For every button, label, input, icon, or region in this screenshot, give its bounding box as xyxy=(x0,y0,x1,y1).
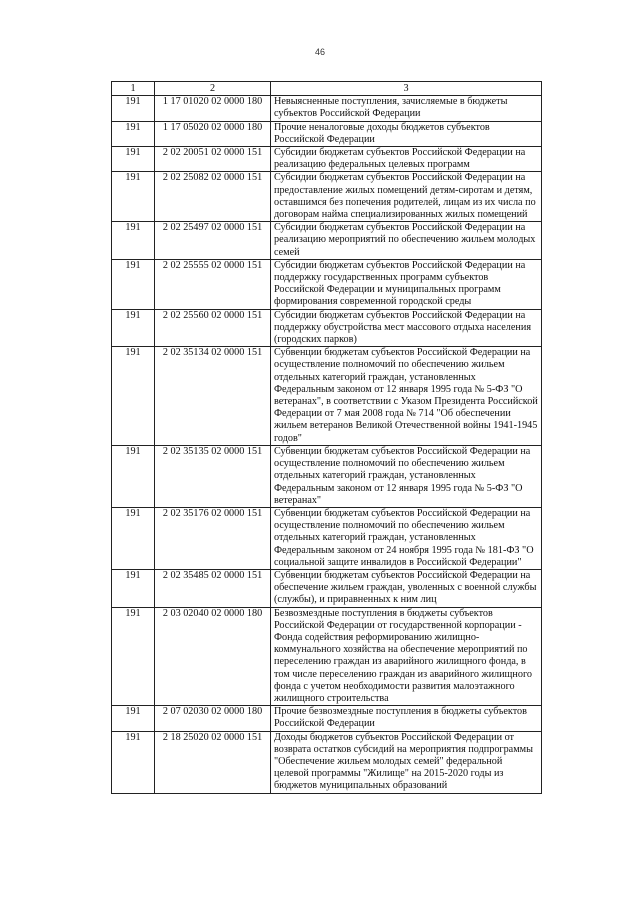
revenue-name-cell: Субвенции бюджетам субъектов Российской Федерации на осуществление полномочий по обеспечению жильем отдельных категорий граждан, установленных Федеральным законом от 12 января 1995 года № 5-ФЗ "О ветеранах", в соответствии с Указом Президента Российской Федерации от 7 мая 2008 года № 714 "Об обеспечении жильем ветеранов Великой Отечественной войны 1941-1945 годов" xyxy=(271,347,542,446)
admin-code-cell: 191 xyxy=(112,347,155,446)
admin-code-cell: 191 xyxy=(112,731,155,793)
admin-code-cell: 191 xyxy=(112,607,155,706)
table-row xyxy=(112,706,542,731)
budget-code-cell: 2 18 25020 02 0000 151 xyxy=(155,731,271,793)
revenue-name-cell: Субсидии бюджетам субъектов Российской Федерации на поддержку государственных программ субъектов Российской Федерации и муниципальных программ формирования современной городской среды xyxy=(271,259,542,309)
admin-code-cell: 191 xyxy=(112,172,155,222)
revenue-name-cell: Субсидии бюджетам субъектов Российской Федерации на предоставление жилых помещений детям-сиротам и детям, оставшимся без попечения родителей, лицам из их числа по договорам найма специализированных жилых помещений xyxy=(271,172,542,222)
admin-code-cell: 191 xyxy=(112,507,155,569)
admin-code-cell: 191 xyxy=(112,259,155,309)
revenue-name-cell: Субсидии бюджетам субъектов Российской Федерации на реализацию федеральных целевых программ xyxy=(271,147,542,172)
budget-code-cell: 2 02 20051 02 0000 151 xyxy=(155,147,271,172)
budget-code-cell: 2 02 25497 02 0000 151 xyxy=(155,222,271,260)
revenue-name-cell: Субвенции бюджетам субъектов Российской Федерации на обеспечение жильем граждан, уволенных с военной службы (службы), и приравненных к ним лиц xyxy=(271,569,542,607)
budget-code-cell: 2 03 02040 02 0000 180 xyxy=(155,607,271,706)
revenue-name-cell: Субсидии бюджетам субъектов Российской Федерации на поддержку обустройства мест массового отдыха населения (городских парков) xyxy=(271,309,542,347)
revenue-name-cell: Прочие неналоговые доходы бюджетов субъектов Российской Федерации xyxy=(271,121,542,146)
table-row xyxy=(112,309,542,347)
column-header-2: 2 xyxy=(155,82,271,96)
budget-code-cell: 1 17 01020 02 0000 180 xyxy=(155,96,271,121)
table-row xyxy=(112,172,542,222)
admin-code-cell: 191 xyxy=(112,569,155,607)
budget-code-cell: 2 02 25560 02 0000 151 xyxy=(155,309,271,347)
table-row xyxy=(112,445,542,507)
budget-code-cell: 2 02 35134 02 0000 151 xyxy=(155,347,271,446)
revenue-codes-table xyxy=(111,81,542,794)
revenue-name-cell: Невыясненные поступления, зачисляемые в бюджеты субъектов Российской Федерации xyxy=(271,96,542,121)
budget-code-cell: 2 02 25082 02 0000 151 xyxy=(155,172,271,222)
admin-code-cell: 191 xyxy=(112,222,155,260)
budget-code-cell: 2 02 35176 02 0000 151 xyxy=(155,507,271,569)
column-header-1: 1 xyxy=(112,82,155,96)
budget-code-cell: 2 02 35485 02 0000 151 xyxy=(155,569,271,607)
table-row xyxy=(112,121,542,146)
revenue-name-cell: Субвенции бюджетам субъектов Российской Федерации на осуществление полномочий по обеспечению жильем отдельных категорий граждан, установленных Федеральным законом от 12 января 1995 года № 5-ФЗ "О ветеранах" xyxy=(271,445,542,507)
revenue-name-cell: Субвенции бюджетам субъектов Российской Федерации на осуществление полномочий по обеспечению жильем отдельных категорий граждан, установленных Федеральным законом от 24 ноября 1995 года № 181-ФЗ "О социальной защите инвалидов в Российской Федерации" xyxy=(271,507,542,569)
table-row xyxy=(112,259,542,309)
table-row xyxy=(112,607,542,706)
budget-code-cell: 1 17 05020 02 0000 180 xyxy=(155,121,271,146)
table-row xyxy=(112,731,542,793)
table-row xyxy=(112,507,542,569)
admin-code-cell: 191 xyxy=(112,96,155,121)
revenue-name-cell: Субсидии бюджетам субъектов Российской Федерации на реализацию мероприятий по обеспечению жильем молодых семей xyxy=(271,222,542,260)
admin-code-cell: 191 xyxy=(112,147,155,172)
admin-code-cell: 191 xyxy=(112,445,155,507)
admin-code-cell: 191 xyxy=(112,309,155,347)
budget-code-cell: 2 02 35135 02 0000 151 xyxy=(155,445,271,507)
table-row xyxy=(112,347,542,446)
admin-code-cell: 191 xyxy=(112,121,155,146)
table-row xyxy=(112,96,542,121)
revenue-name-cell: Доходы бюджетов субъектов Российской Федерации от возврата остатков субсидий на мероприятия подпрограммы "Обеспечение жильем молодых семей" федеральной целевой программы "Жилище" на 2015-2020 годы из бюджетов муниципальных образований xyxy=(271,731,542,793)
budget-code-cell: 2 02 25555 02 0000 151 xyxy=(155,259,271,309)
page-number: 46 xyxy=(314,47,325,57)
table-row xyxy=(112,147,542,172)
column-header-3: 3 xyxy=(271,82,542,96)
revenue-name-cell: Безвозмездные поступления в бюджеты субъектов Российской Федерации от государственной корпорации - Фонда содействия реформированию жилищно-коммунального хозяйства на обеспечение мероприятий по переселению граждан из аварийного жилищного фонда, в том числе переселению граждан из аварийного жилищного фонда с учетом необходимости развития малоэтажного жилищного строительства xyxy=(271,607,542,706)
table-row xyxy=(112,222,542,260)
table-header-row xyxy=(112,82,542,96)
admin-code-cell: 191 xyxy=(112,706,155,731)
revenue-name-cell: Прочие безвозмездные поступления в бюджеты субъектов Российской Федерации xyxy=(271,706,542,731)
table-row xyxy=(112,569,542,607)
budget-code-cell: 2 07 02030 02 0000 180 xyxy=(155,706,271,731)
